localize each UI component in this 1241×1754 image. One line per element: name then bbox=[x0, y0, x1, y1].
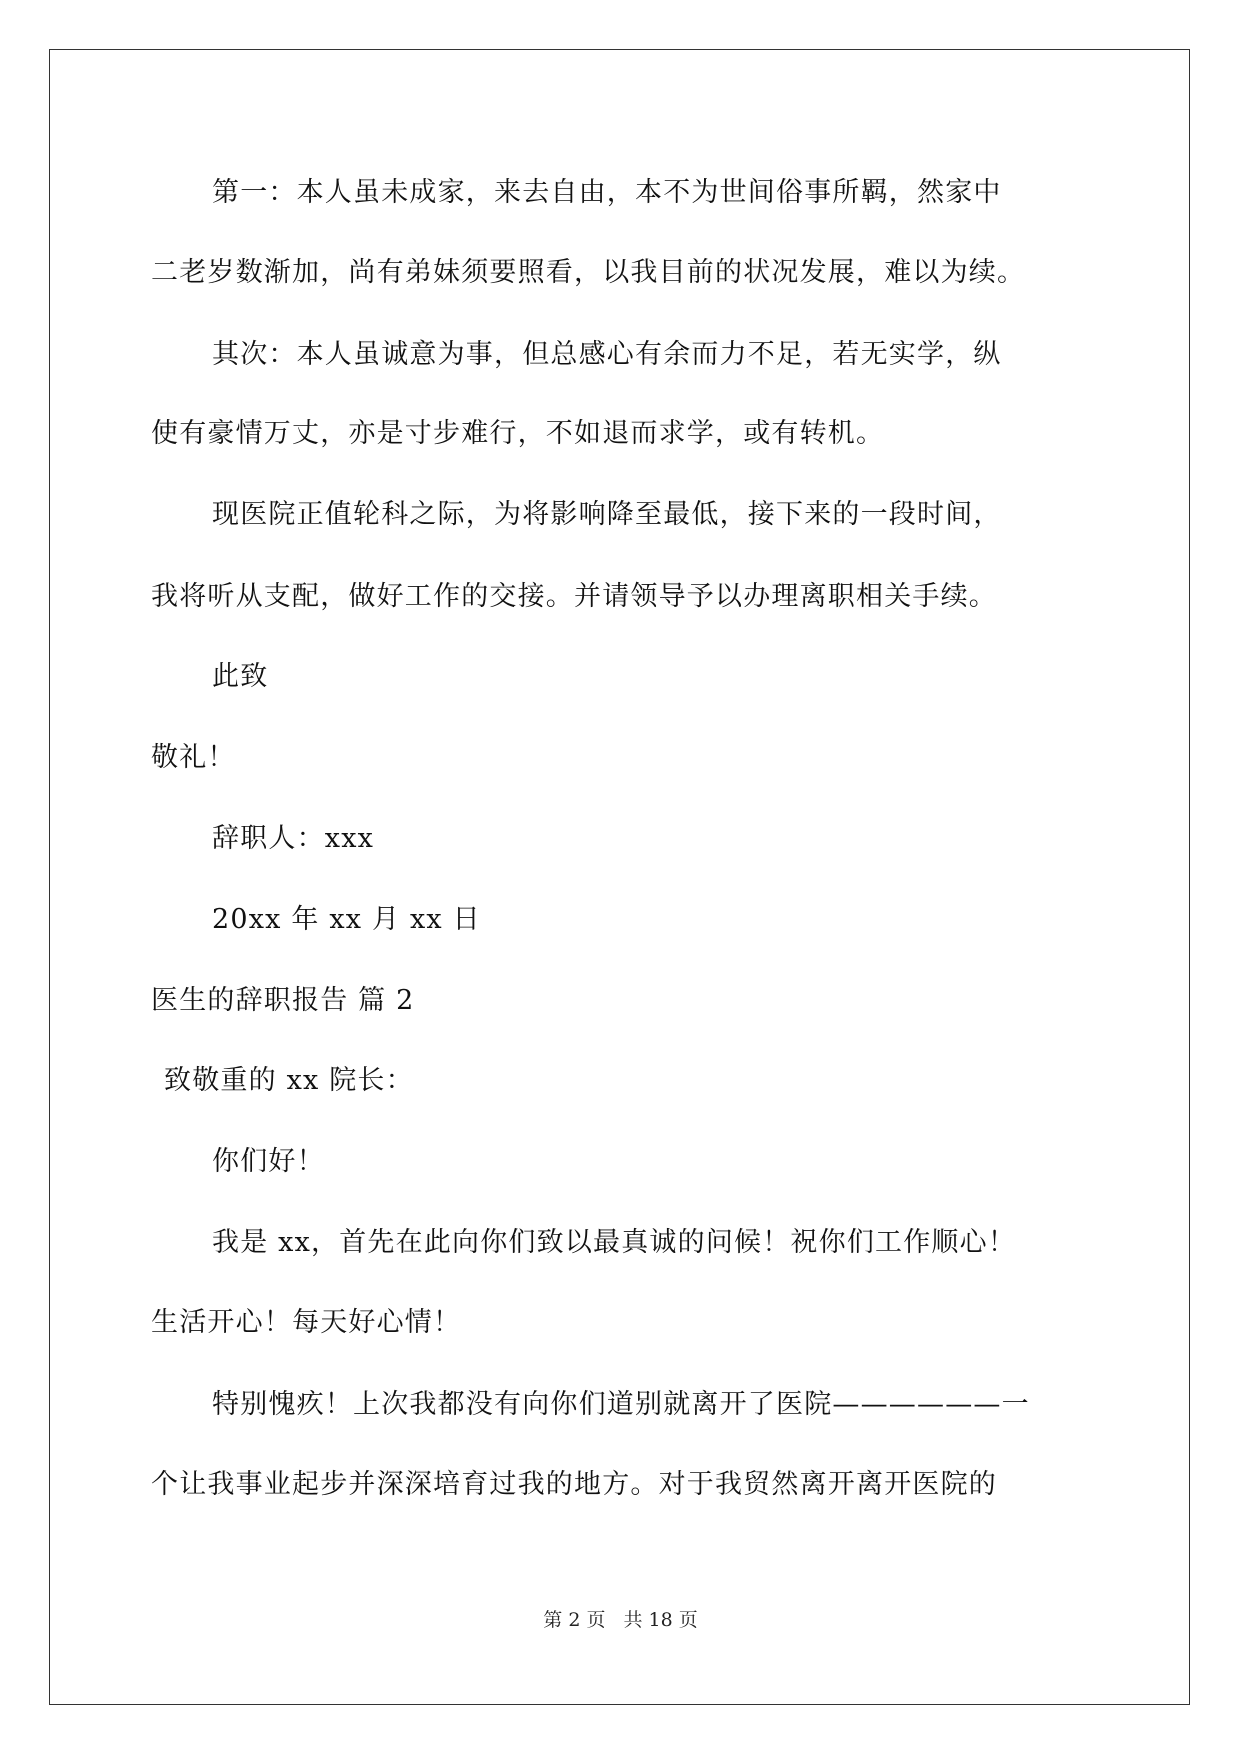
page-number: 第 2 页 bbox=[543, 1609, 606, 1631]
page-border bbox=[49, 49, 1190, 1705]
signature-line: 辞职人：xxx bbox=[212, 823, 375, 854]
paragraph-line: 个让我事业起步并深深培育过我的地方。对于我贸然离开离开医院的 bbox=[151, 1469, 997, 1500]
date-line: 20xx 年 xx 月 xx 日 bbox=[212, 904, 481, 935]
letter-salutation: 致敬重的 xx 院长： bbox=[164, 1065, 414, 1096]
page-footer bbox=[0, 1608, 1241, 1632]
paragraph-line: 使有豪情万丈，亦是寸步难行，不如退而求学，或有转机。 bbox=[151, 418, 885, 449]
paragraph-line: 第一：本人虽未成家，来去自由，本不为世间俗事所羁，然家中 bbox=[212, 177, 1002, 208]
paragraph-line: 其次：本人虽诚意为事，但总感心有余而力不足，若无实学，纵 bbox=[212, 339, 1002, 370]
paragraph-line: 二老岁数渐加，尚有弟妹须要照看，以我目前的状况发展，难以为续。 bbox=[151, 257, 1026, 288]
paragraph-line: 我将听从支配，做好工作的交接。并请领导予以办理离职相关手续。 bbox=[151, 581, 997, 612]
paragraph-line: 现医院正值轮科之际，为将影响降至最低，接下来的一段时间， bbox=[212, 499, 1002, 530]
paragraph-line: 生活开心！每天好心情！ bbox=[151, 1307, 462, 1338]
greeting-line: 你们好！ bbox=[212, 1146, 325, 1177]
page-total: 共 18 页 bbox=[623, 1609, 698, 1631]
closing-salute: 敬礼！ bbox=[151, 742, 236, 773]
paragraph-line: 我是 xx，首先在此向你们致以最真诚的问候！祝你们工作顺心！ bbox=[212, 1227, 1017, 1258]
paragraph-line: 特别愧疚！上次我都没有向你们道别就离开了医院——————一 bbox=[212, 1389, 1030, 1420]
closing-phrase: 此致 bbox=[212, 661, 269, 692]
section-heading: 医生的辞职报告 篇 2 bbox=[151, 985, 415, 1016]
